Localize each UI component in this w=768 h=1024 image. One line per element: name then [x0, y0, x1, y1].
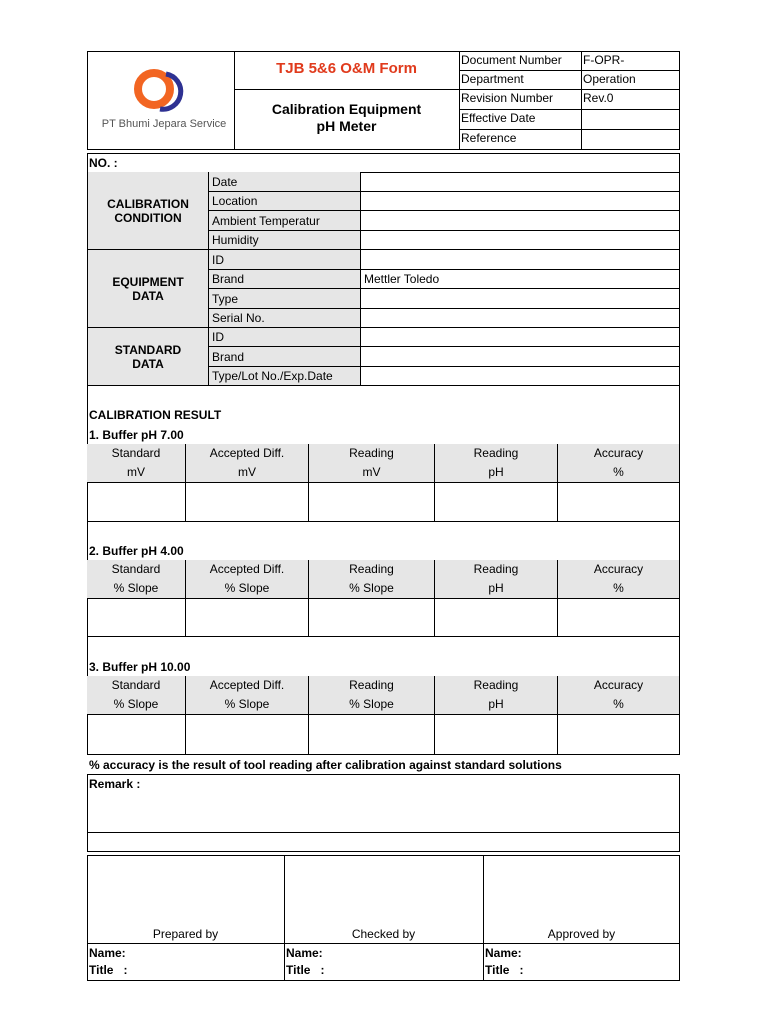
buffer-1-col-reading-ph: Reading pH	[435, 444, 558, 483]
buffer-3-col-accepted-diff: Accepted Diff. % Slope	[186, 676, 309, 715]
remark-box[interactable]	[87, 774, 680, 852]
section-standard-data: STANDARD DATA	[87, 328, 209, 386]
buffer-2-value-accepted-diff[interactable]	[186, 599, 309, 637]
field-value-equipment-id[interactable]	[361, 250, 680, 270]
field-value-equipment-brand[interactable]: Mettler Toledo	[361, 270, 680, 289]
buffer-3-title: 3. Buffer pH 10.00	[89, 660, 191, 674]
field-value-location[interactable]	[361, 192, 680, 211]
buffer-3-value-standard[interactable]	[87, 715, 186, 755]
form-number-label: NO. :	[89, 156, 118, 170]
buffer-2-value-accuracy[interactable]	[558, 599, 680, 637]
field-label-serial-no: Serial No.	[209, 309, 361, 328]
signature-area-checked[interactable]	[285, 856, 483, 928]
buffer-1-col-accuracy: Accuracy %	[558, 444, 680, 483]
buffer-1-value-reading-mv[interactable]	[309, 483, 435, 522]
field-label-equipment-type: Type	[209, 289, 361, 309]
buffer-2-value-reading-slope[interactable]	[309, 599, 435, 637]
buffer-3-value-reading-slope[interactable]	[309, 715, 435, 755]
form-subtitle-line2: pH Meter	[316, 118, 377, 134]
remark-label: Remark :	[89, 777, 141, 791]
prepared-title-label: Title :	[89, 963, 128, 977]
approved-by-label: Approved by	[547, 927, 616, 941]
buffer-1-value-accepted-diff[interactable]	[186, 483, 309, 522]
buffer-3-value-accepted-diff[interactable]	[186, 715, 309, 755]
field-value-humidity[interactable]	[361, 231, 680, 250]
field-label-humidity: Humidity	[209, 231, 361, 250]
field-label-equipment-brand: Brand	[209, 270, 361, 289]
field-value-standard-brand[interactable]	[361, 347, 680, 367]
buffer-3-col-standard: Standard % Slope	[87, 676, 186, 715]
field-value-type-lot-exp[interactable]	[361, 367, 680, 386]
approved-title-label: Title :	[485, 963, 524, 977]
approved-name-label: Name:	[485, 946, 522, 960]
meta-label-reference: Reference	[461, 131, 517, 145]
field-value-serial-no[interactable]	[361, 309, 680, 328]
checked-title-label: Title :	[286, 963, 325, 977]
field-value-standard-id[interactable]	[361, 328, 680, 347]
buffer-2-col-standard: Standard % Slope	[87, 560, 186, 599]
buffer-2-value-reading-ph[interactable]	[435, 599, 558, 637]
checked-by-label: Checked by	[351, 927, 416, 941]
form-subtitle-line1: Calibration Equipment	[271, 101, 422, 117]
buffer-1-value-standard[interactable]	[87, 483, 186, 522]
signature-area-approved[interactable]	[484, 856, 679, 928]
field-value-ambient-temperatur[interactable]	[361, 211, 680, 231]
prepared-by-label: Prepared by	[152, 927, 219, 941]
prepared-name-label: Name:	[89, 946, 126, 960]
buffer-1-title: 1. Buffer pH 7.00	[89, 428, 184, 442]
field-value-date[interactable]	[361, 172, 680, 192]
buffer-2-col-accepted-diff: Accepted Diff. % Slope	[186, 560, 309, 599]
field-label-date: Date	[209, 172, 361, 192]
checked-name-label: Name:	[286, 946, 323, 960]
buffer-2-title: 2. Buffer pH 4.00	[89, 544, 184, 558]
signature-area-prepared[interactable]	[88, 856, 284, 928]
buffer-2-col-accuracy: Accuracy %	[558, 560, 680, 599]
buffer-1-col-reading-mv: Reading mV	[309, 444, 435, 483]
buffer-2-value-standard[interactable]	[87, 599, 186, 637]
meta-label-document-number: Document Number	[461, 53, 562, 67]
buffer-1-col-accepted-diff: Accepted Diff. mV	[186, 444, 309, 483]
buffer-2-col-reading-slope: Reading % Slope	[309, 560, 435, 599]
buffer-2-col-reading-ph: Reading pH	[435, 560, 558, 599]
buffer-3-col-reading-ph: Reading pH	[435, 676, 558, 715]
company-name: PT Bhumi Jepara Service	[101, 118, 227, 130]
meta-value-document-number: F-OPR-	[583, 53, 625, 67]
meta-label-department: Department	[461, 72, 524, 86]
meta-value-department: Operation	[583, 72, 636, 86]
meta-value-revision-number: Rev.0	[583, 91, 614, 105]
meta-label-effective-date: Effective Date	[461, 111, 536, 125]
buffer-3-value-accuracy[interactable]	[558, 715, 680, 755]
form-title: TJB 5&6 O&M Form	[276, 60, 417, 77]
buffer-3-value-reading-ph[interactable]	[435, 715, 558, 755]
field-label-ambient-temperatur: Ambient Temperatur	[209, 211, 361, 231]
calibration-result-heading: CALIBRATION RESULT	[89, 408, 222, 422]
logo-mark-icon	[130, 64, 190, 119]
meta-label-revision-number: Revision Number	[461, 91, 554, 105]
field-label-type-lot-exp: Type/Lot No./Exp.Date	[209, 367, 361, 386]
field-label-location: Location	[209, 192, 361, 211]
field-label-standard-brand: Brand	[209, 347, 361, 367]
accuracy-note: % accuracy is the result of tool reading after calibration against standard solutions	[89, 758, 562, 772]
buffer-3-col-reading-slope: Reading % Slope	[309, 676, 435, 715]
field-label-standard-id: ID	[209, 328, 361, 347]
company-logo	[130, 64, 190, 119]
buffer-1-value-accuracy[interactable]	[558, 483, 680, 522]
field-label-equipment-id: ID	[209, 250, 361, 270]
section-calibration-condition: CALIBRATION CONDITION	[87, 172, 209, 250]
section-equipment-data: EQUIPMENT DATA	[87, 250, 209, 328]
buffer-1-value-reading-ph[interactable]	[435, 483, 558, 522]
buffer-1-col-standard: Standard mV	[87, 444, 186, 483]
buffer-3-col-accuracy: Accuracy %	[558, 676, 680, 715]
field-value-equipment-type[interactable]	[361, 289, 680, 309]
